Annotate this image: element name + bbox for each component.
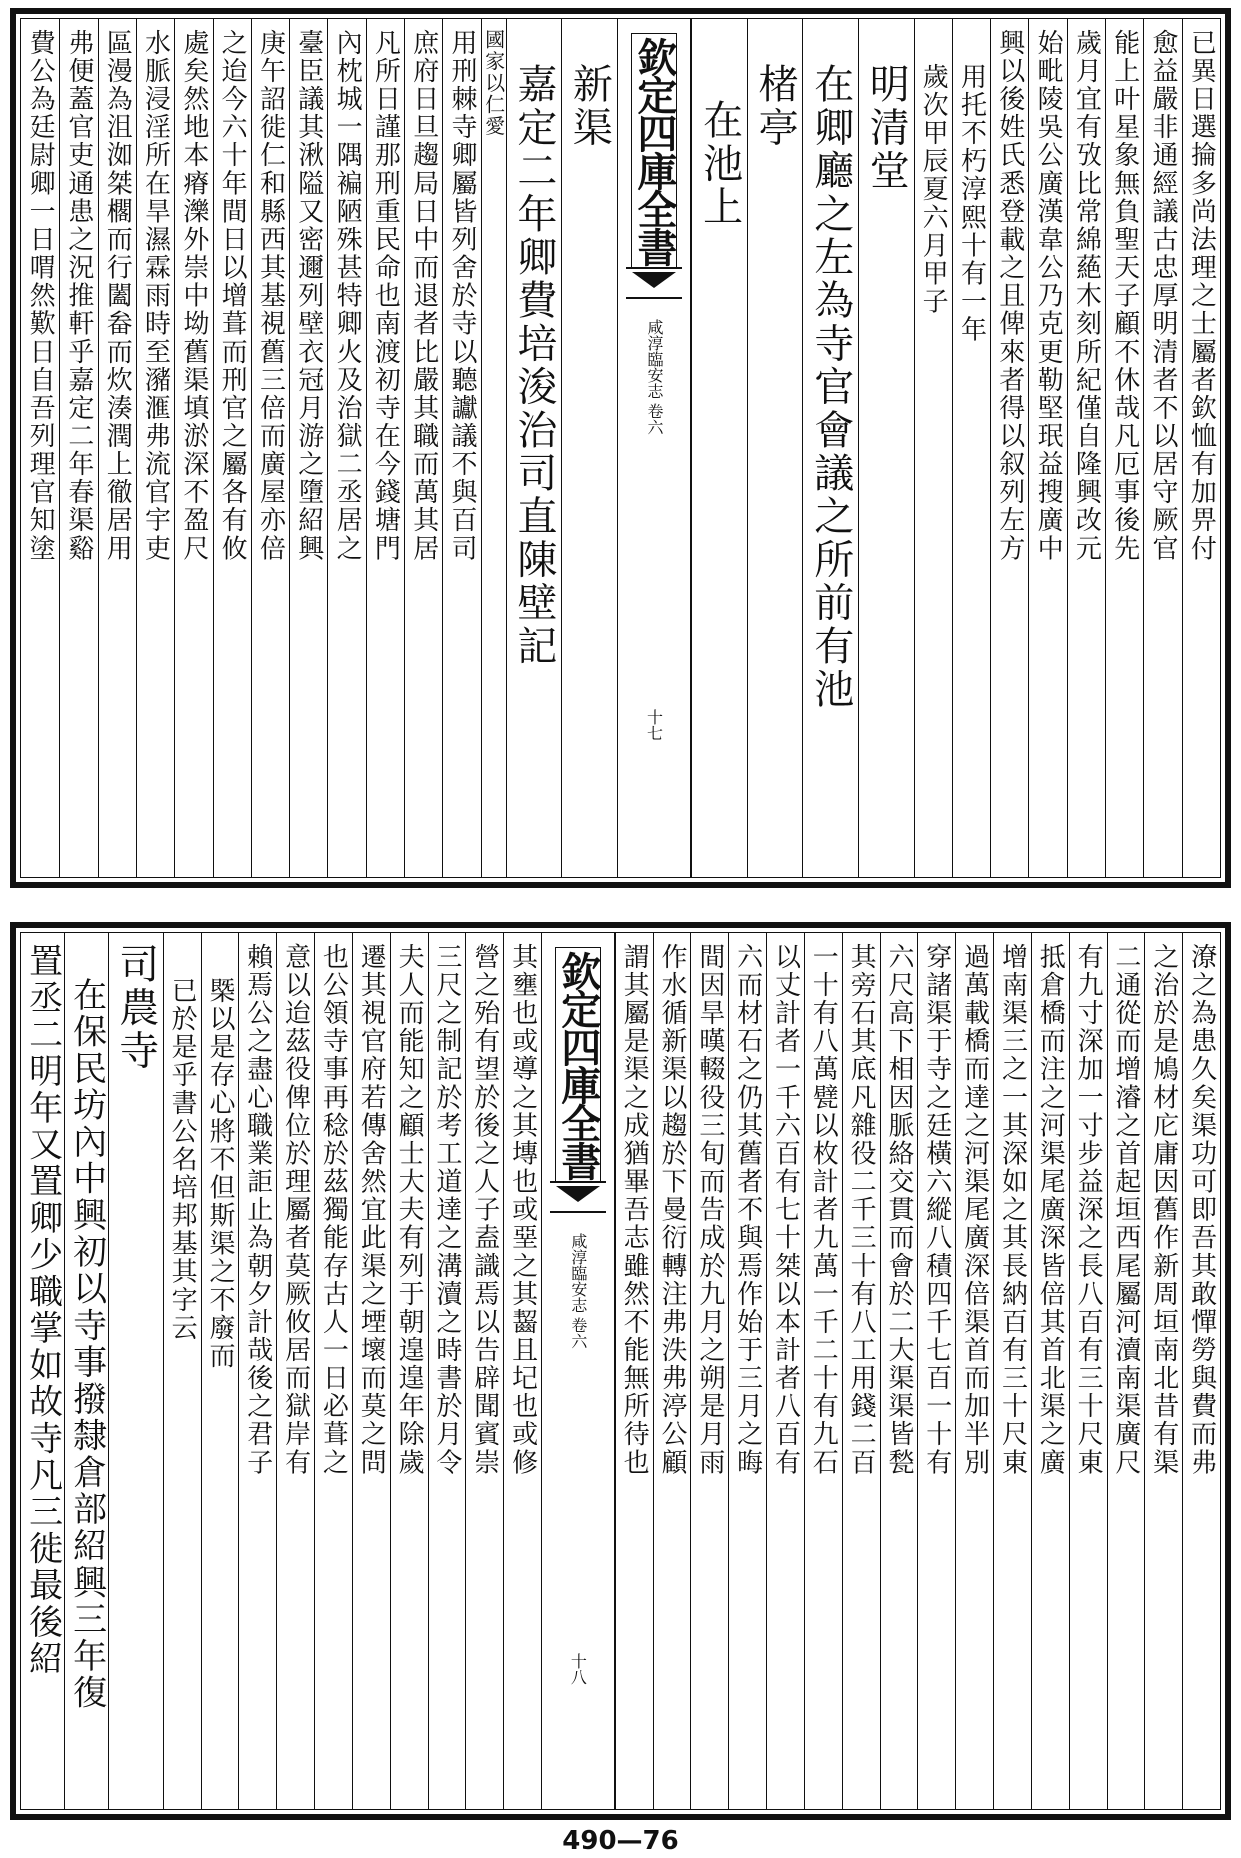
text-column: 增南渠三之一其深如之其長納百有三十尺東 [993, 933, 1031, 1809]
text-column: 始毗陵吳公廣漢韋公乃克更勒堅珉益搜廣中 [1028, 19, 1066, 877]
text-column: 其壅也或導之其塼也或堊之其齧且圮也或修 [503, 933, 541, 1809]
text-column: 營之殆有望於後之人子盍識焉以告辟聞賓崇 [465, 933, 503, 1809]
date-line: 歲次甲辰夏六月甲子 [914, 19, 952, 877]
text-column: 六而材石之仍其舊者不與焉作始于三月之晦 [728, 933, 766, 1809]
text-column: 臺臣議其湫隘又密邇列壁衣冠月游之墮紹興 [289, 19, 327, 877]
fishtail-ornament [626, 267, 683, 299]
text-column: 水脈浸淫所在旱濕霖雨時至瀦滙弗流官宇吏 [136, 19, 174, 877]
text-column: 之迨今六十年間日以增葺而刑官之屬各有攸 [213, 19, 251, 877]
text-column: 已於是乎書公名培邦基其字云 [163, 933, 201, 1809]
fishtail-ornament [550, 1181, 606, 1213]
text-column: 三尺之制記於考工道達之溝瀆之時書於月令 [428, 933, 466, 1809]
center-fold [617, 19, 692, 877]
text-column: 謂其屬是渠之成猶畢吾志雖然不能無所待也 [615, 933, 653, 1809]
text-column: 間因旱暵輟役三旬而告成於九月之朔是月雨 [690, 933, 728, 1809]
text-column: 之治於是鳩材庀庸因舊作新周垣南北昔有渠 [1144, 933, 1182, 1809]
page-number: 十八 [568, 1653, 588, 1685]
date-line: 用托不朽淳熙十有一年 [952, 19, 990, 877]
text-column: 庶府日旦趨局日中而退者比嚴其職而萬其居 [404, 19, 442, 877]
text-column: 愈益嚴非通經議古忠厚明清者不以居守厥官 [1143, 19, 1181, 877]
text-column: 作水循新渠以趨於下曼衍轉注弗泆弗渟公顧 [653, 933, 691, 1809]
heading-chu-pavilion: 楮亭 [747, 19, 803, 877]
text-column: 興以後姓氏悉登載之且俾來者得以叙列左方 [990, 19, 1028, 877]
heading-new-canal: 新渠 [561, 19, 617, 877]
text-column: 潦之為患久矣渠功可即吾其敢憚勞與費而弗 [1182, 933, 1220, 1809]
top-page [10, 8, 1231, 888]
text-column: 一十有八萬甓以枚計者九萬一千二十有九石 [804, 933, 842, 1809]
text-column: 凡所日謹那刑重民命也南渡初寺在今錢塘門 [366, 19, 404, 877]
text-column: 意以迨茲役俾位於理屬者莫厥攸居而獄岸有 [276, 933, 314, 1809]
text-column: 庚午詔徙仁和縣西其基視舊三倍而廣屋亦倍 [251, 19, 289, 877]
text-column: 也公領寺事再稔於茲獨能存古人一日必葺之 [314, 933, 352, 1809]
text-column: 賴焉公之盡心職業詎止為朝夕計哉後之君子 [238, 933, 276, 1809]
text-column: 夫人而能知之顧士大夫有列于朝遑遑年除歲 [390, 933, 428, 1809]
book-subtitle [645, 319, 663, 435]
entry-text: 置丞二明年又置卿少職掌如故寺凡三徙最後紹 [22, 943, 63, 1678]
text-column: 能上叶星象無負聖天子顧不休哉凡厄事後先 [1105, 19, 1143, 877]
text-column: 遷其視官府若傳舍然宜此渠之堙壞而莫之問 [352, 933, 390, 1809]
book-subtitle [569, 1233, 587, 1349]
text-column: 槩以是存心將不但斯渠之不廢而 [201, 933, 239, 1809]
text-column: 弗便蓋官吏通患之況推軒乎嘉定二年春渠谿 [59, 19, 97, 877]
text-column: 其旁石其底凡雜役二千三十有八工用錢二百 [842, 933, 880, 1809]
text-column: 用刑棘寺卿屬皆列舍於寺以聽讞議不與百司 [442, 19, 480, 877]
book-title: 欽定四庫全書 [631, 33, 677, 269]
text-column: 內枕城一隅褊陋殊甚特卿火及治獄二丞居之 [327, 19, 365, 877]
essay-title: 嘉定二年卿費培浚治司直陳壁記 [506, 19, 562, 877]
center-fold [541, 933, 615, 1809]
entry-text: 在卿廳之左為寺官會議之所前有池 [802, 19, 858, 877]
subtitle-text: 咸淳臨安志 [645, 319, 665, 399]
book-title: 欽定四庫全書 [555, 947, 601, 1183]
top-page-inner [20, 18, 1221, 878]
text-column: 已異日選掄多尚法理之士屬者欽恤有加畀付 [1182, 19, 1220, 877]
volume-text: 卷六 [568, 1317, 588, 1349]
text-column: 歲月宜有攷比常綿蕝木刻所紀僅自隆興改元 [1067, 19, 1105, 877]
text-column: 穿諸渠于寺之廷橫六縱八積四千七百一十有 [917, 933, 955, 1809]
page-number: 十七 [644, 709, 664, 741]
text-column: 區漫為沮洳桀櫊而行闔畚而炊湊潤上徹居用 [98, 19, 136, 877]
bottom-page [10, 922, 1231, 1820]
subtitle-text: 咸淳臨安志 [568, 1233, 588, 1313]
heading-sinong-temple: 司農寺 [108, 933, 163, 1809]
text-column: 有九寸深加一寸步益深之長八百有三十尺東 [1069, 933, 1107, 1809]
entry-text: 在池上 [691, 19, 747, 877]
heading-mingqing-hall: 明清堂 [858, 19, 914, 877]
text-column: 抵倉橋而注之河渠尾廣深皆倍其首北渠之廣 [1031, 933, 1069, 1809]
text-column: 過萬載橋而達之河渠尾廣深倍渠首而加半別 [955, 933, 993, 1809]
entry-text: 在保民坊內中興初以寺事撥隸倉部紹興三年復 [64, 933, 107, 1809]
text-column: 處矣然地本瘠濼外崇中坳舊渠填淤深不盈尺 [174, 19, 212, 877]
folio-number: 490—76 [562, 1826, 679, 1856]
text-column: 以丈計者一千六百有七十桀以本計者八百有 [766, 933, 804, 1809]
bottom-page-inner [20, 932, 1221, 1810]
text-column: 二通從而增濬之首起垣西尾屬河瀆南渠廣尺 [1107, 933, 1145, 1809]
text-column: 費公為廷尉卿一日喟然歎日自吾列理官知塗 [25, 29, 56, 563]
text-column: 國家以仁愛 [481, 19, 506, 877]
text-column: 六尺高下相因脈絡交貫而會於二大渠渠皆甃 [880, 933, 918, 1809]
volume-text: 卷六 [645, 403, 665, 435]
